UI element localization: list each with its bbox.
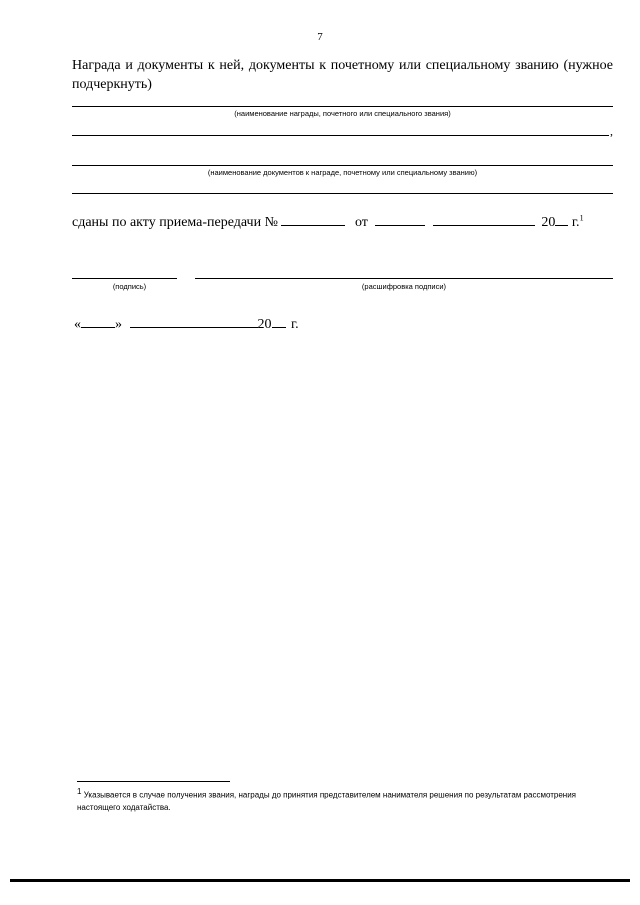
- documents-name-line-2: [72, 193, 613, 194]
- date-line: [74, 314, 299, 333]
- act-year-blank: [555, 212, 568, 226]
- footnote-separator: [77, 781, 230, 782]
- date-year-prefix: 20: [257, 317, 272, 332]
- date-day-blank: [81, 314, 115, 328]
- signature-caption: (подпись): [112, 282, 147, 291]
- act-year-prefix: 20: [541, 215, 556, 230]
- act-prefix-text: сданы по акту приема-передачи №: [72, 215, 278, 230]
- date-month-blank: [130, 314, 258, 328]
- page-number: 7: [317, 31, 323, 43]
- act-day-blank: [375, 212, 425, 226]
- date-close-quote: »: [115, 317, 122, 332]
- documents-name-line: [72, 165, 613, 166]
- signature-line: [72, 278, 177, 279]
- award-name-line: [72, 106, 613, 107]
- act-footnote-ref: 1: [579, 213, 584, 223]
- date-year-suffix: г.: [291, 317, 299, 332]
- act-year-suffix: г.: [571, 215, 580, 230]
- award-name-line-2: [72, 135, 609, 136]
- signature-decoding-line: [195, 278, 613, 279]
- footnote-marker: 1: [77, 787, 82, 796]
- date-year-blank: [272, 314, 286, 328]
- documents-name-caption: (наименование документов к награде, почетному или специальному званию): [207, 168, 478, 177]
- act-transfer-line: [72, 212, 584, 231]
- award-paragraph: Награда и документы к ней, документы к почетному или специальному званию (нужное подчеркнуть): [72, 58, 613, 92]
- footnote-text: Указывается в случае получения звания, награды до принятия представителем нанимателя решения по результатам рассмотрения настоящего ходатайства.: [77, 790, 577, 812]
- signature-decoding-caption: (расшифровка подписи): [361, 282, 447, 291]
- act-month-blank: [433, 212, 535, 226]
- footnote: [77, 786, 613, 814]
- comma: ,: [610, 124, 613, 138]
- page-bottom-bar: [10, 879, 630, 882]
- award-name-caption: (наименование награды, почетного или специального звания): [234, 109, 451, 118]
- act-number-blank: [281, 212, 345, 226]
- act-from-text: от: [354, 215, 368, 230]
- date-open-quote: «: [74, 317, 81, 332]
